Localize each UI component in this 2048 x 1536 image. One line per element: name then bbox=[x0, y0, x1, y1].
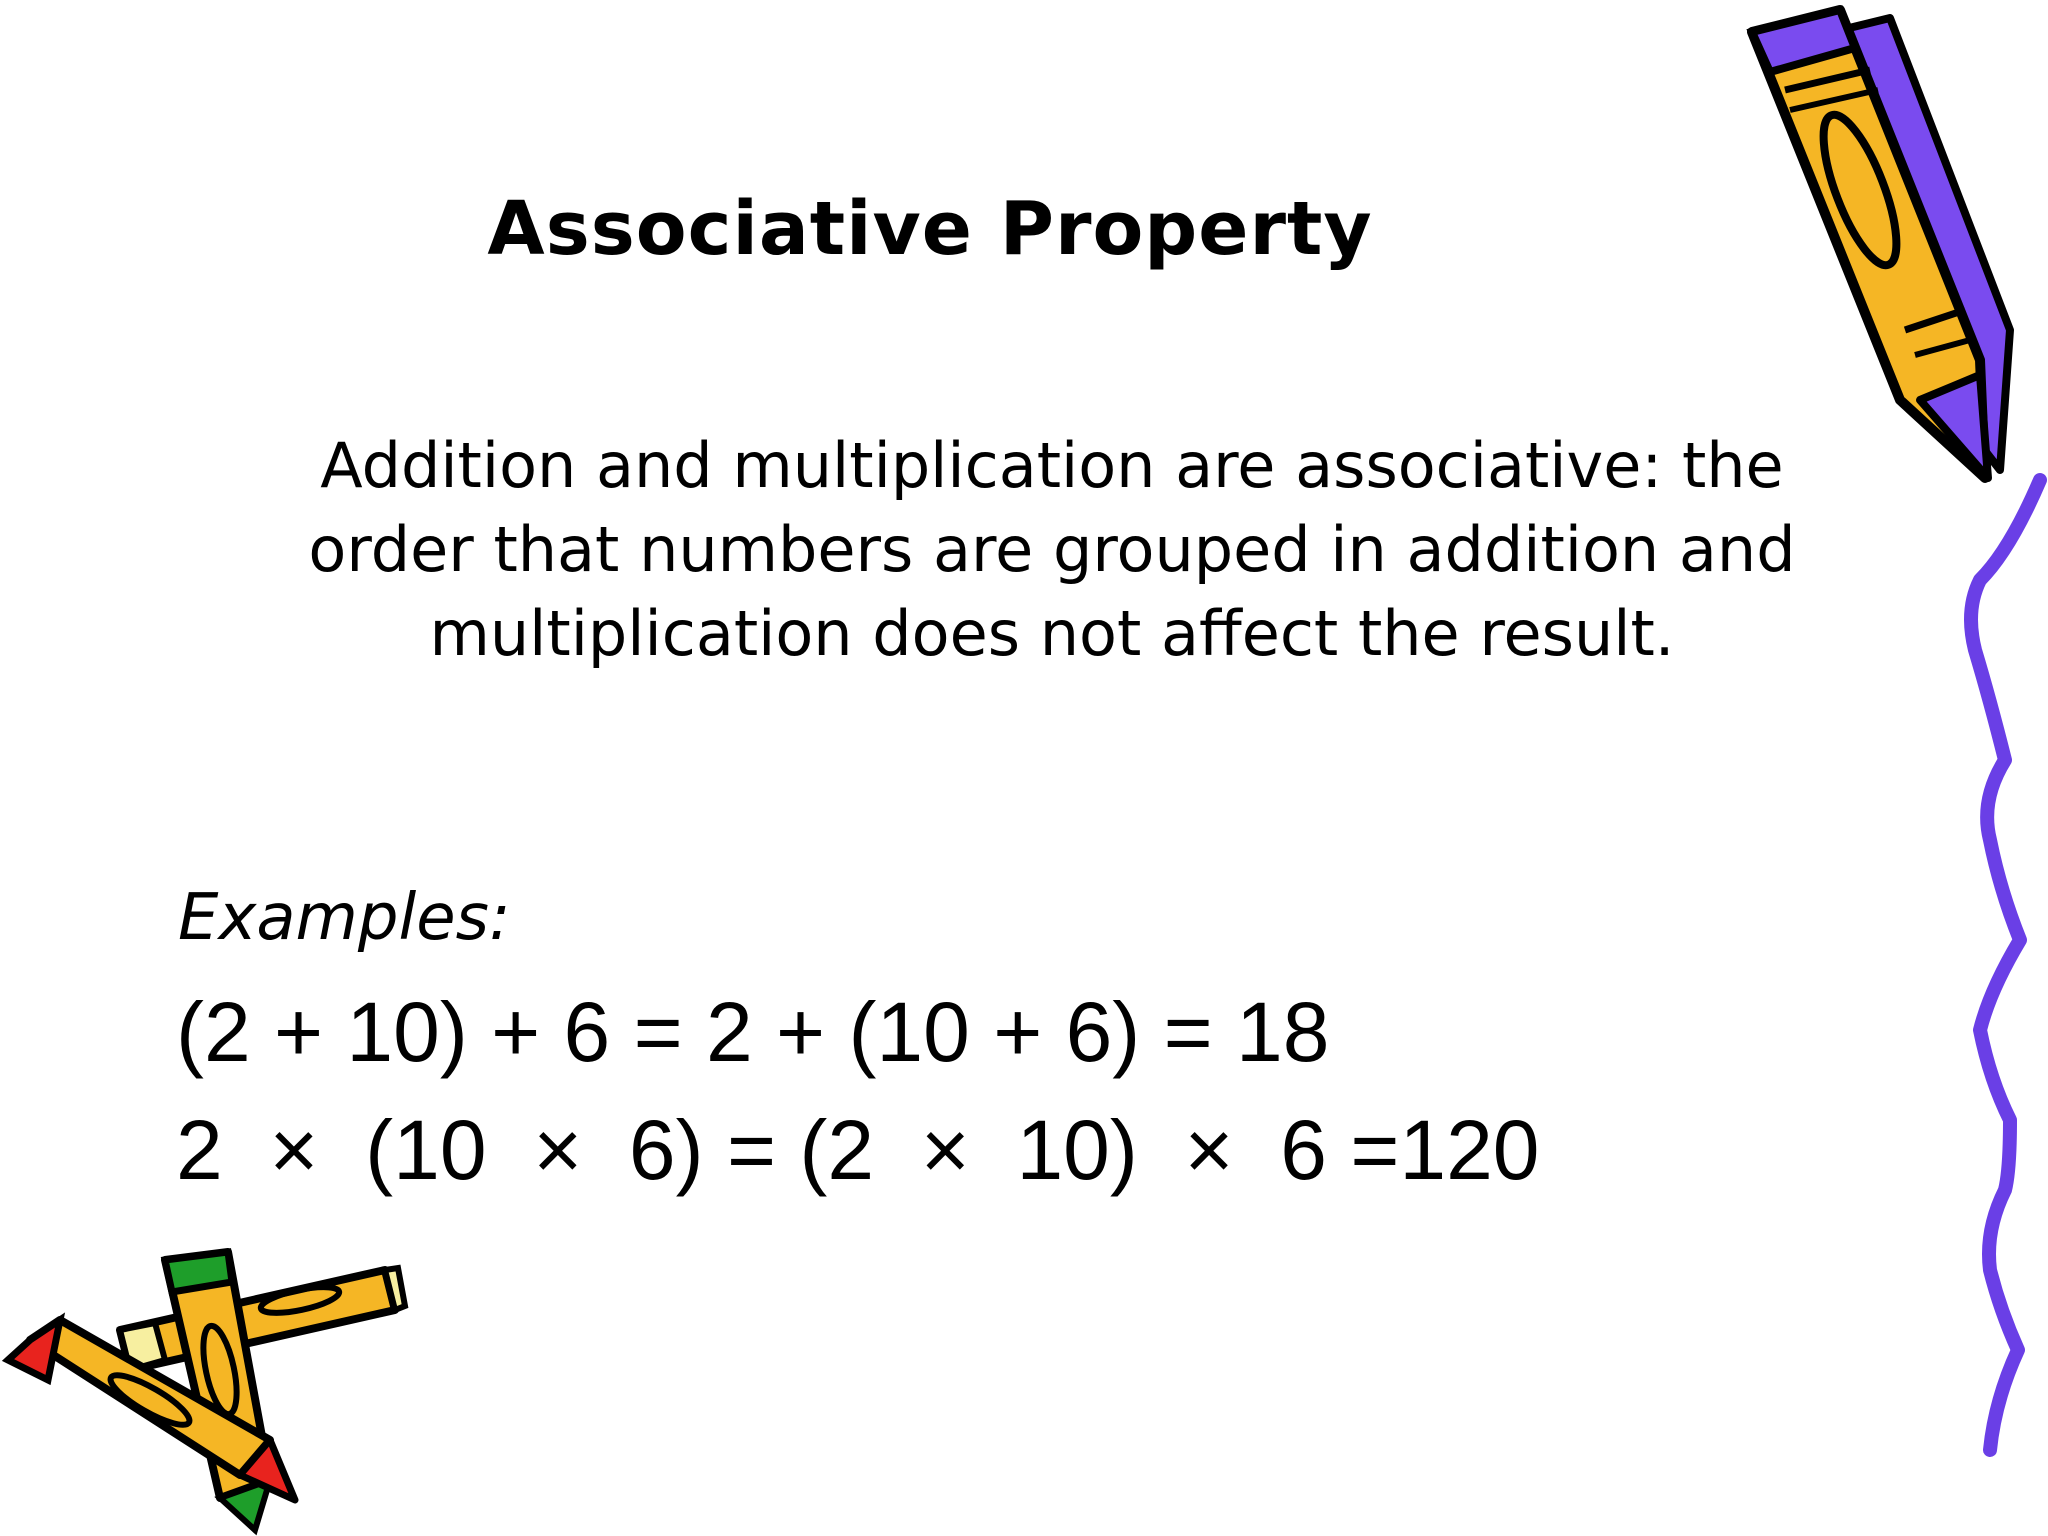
pencils-icon bbox=[0, 1240, 420, 1536]
pencil-icon bbox=[1730, 0, 2030, 500]
wavy-border-icon bbox=[1950, 470, 2048, 1460]
multiplication-example: 2 × (10 × 6) = (2 × 10) × 6 =120 bbox=[176, 1103, 1540, 1197]
addition-example: (2 + 10) + 6 = 2 + (10 + 6) = 18 bbox=[176, 985, 1330, 1079]
examples-label: Examples: bbox=[178, 881, 511, 955]
definition-text: Addition and multiplication are associative: the order that numbers are grouped in addition and multiplication does not affect the result. bbox=[308, 429, 1796, 670]
slide-title: Associative Property bbox=[487, 186, 1373, 272]
